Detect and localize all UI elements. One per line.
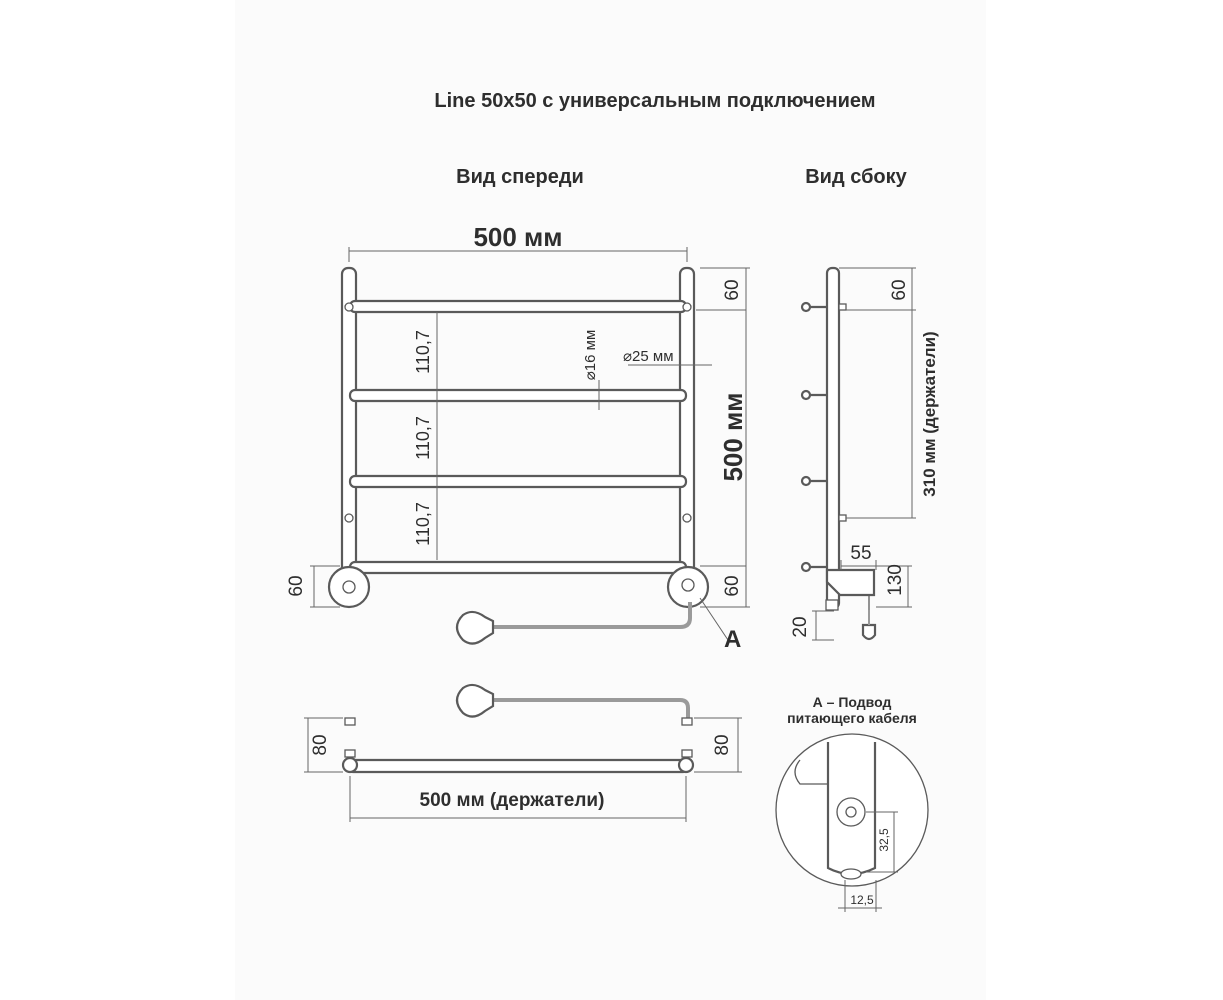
top-view — [304, 685, 742, 822]
rung-spacing-2: 110,7 — [413, 416, 433, 460]
top-holders-label: 500 мм (держатели) — [419, 790, 605, 811]
detail-height: 32,5 — [877, 828, 891, 852]
rung-spacing-3: 110,7 — [413, 502, 433, 546]
drawing-title: Line 50x50 с универсальным подключением — [434, 90, 876, 112]
left-middle-screw — [345, 514, 353, 522]
power-cable — [494, 602, 690, 627]
detail-circle — [776, 734, 928, 886]
rung-4 — [350, 562, 686, 573]
side-depth-label: 55 — [850, 543, 872, 564]
rung-2 — [350, 390, 686, 401]
rung-spacing-1: 110,7 — [413, 330, 433, 374]
side-view — [790, 268, 939, 640]
detail-title-line2: питающего кабеля — [787, 710, 917, 726]
detail-width: 12,5 — [850, 893, 874, 907]
side-cable-offset: 20 — [790, 616, 811, 638]
left-post — [342, 268, 356, 605]
right-top-screw — [683, 303, 691, 311]
left-bottom-holder — [329, 567, 369, 607]
front-top-offset: 60 — [722, 279, 743, 301]
connection-marker: А — [724, 626, 742, 653]
front-width-label: 500 мм — [473, 222, 563, 252]
front-view — [286, 222, 750, 653]
left-top-screw — [345, 303, 353, 311]
rung-3 — [350, 476, 686, 487]
side-bottom-height: 130 — [885, 564, 906, 596]
top-left-depth: 80 — [310, 734, 331, 756]
side-view-title: Вид сбоку — [805, 166, 907, 188]
post-diameter-label: ⌀25 мм — [623, 348, 674, 365]
right-middle-screw — [683, 514, 691, 522]
front-bottom-offset-left: 60 — [286, 575, 307, 597]
front-bottom-offset-right: 60 — [722, 575, 743, 597]
front-view-title: Вид спереди — [456, 166, 584, 188]
rung-diameter-label: ⌀16 мм — [582, 329, 599, 381]
side-post — [827, 268, 839, 608]
front-height-label: 500 мм — [718, 392, 748, 482]
detail-title-line1: А – Подвод — [812, 694, 892, 710]
top-cable — [494, 700, 688, 722]
top-plug — [457, 685, 493, 717]
power-plug — [457, 612, 493, 644]
detail-view — [776, 694, 928, 912]
side-top-offset: 60 — [889, 279, 910, 301]
top-right-depth: 80 — [712, 734, 733, 756]
rung-1 — [350, 301, 686, 312]
right-post — [680, 268, 694, 605]
side-holders-label: 310 мм (держатели) — [920, 331, 939, 497]
top-rail — [348, 760, 688, 772]
